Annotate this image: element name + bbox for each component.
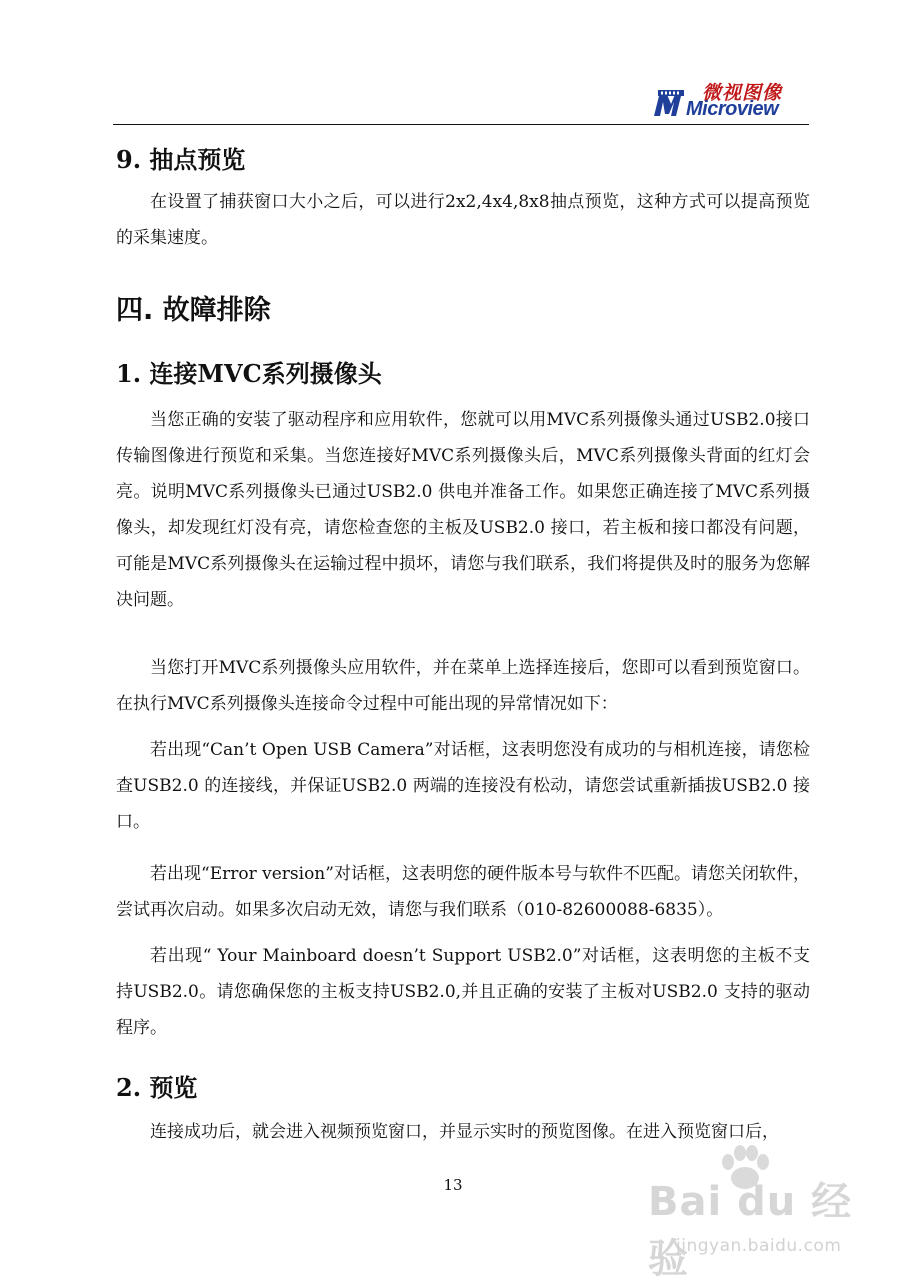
section-9-title: 9. 抽点预览 — [116, 145, 246, 174]
microview-logo-icon — [652, 88, 690, 118]
watermark-brand: Bai du 经验 — [648, 1179, 853, 1282]
logo-chinese-text: 微视图像 — [702, 82, 783, 104]
header-logo — [652, 78, 812, 122]
section-1-paragraph-2: 当您打开MVC系列摄像头应用软件，并在菜单上选择连接后，您即可以看到预览窗口。在执行MVC系列摄像头连接命令过程中可能出现的异常情况如下： — [116, 658, 810, 714]
logo-english-text: Microview — [686, 98, 779, 120]
section-1-paragraph-3: 若出现“Can’t Open USB Camera”对话框，这表明您没有成功的与相机连接，请您检查USB2.0 的连接线，并保证USB2.0 两端的连接没有松动，请您尝试重新插拔USB2.0 接口。 — [116, 740, 810, 832]
section-1-paragraph-5: 若出现“ Your Mainboard doesn’t Support USB2.0”对话框，这表明您的主板不支持USB2.0。请您确保您的主板支持USB2.0,并且正确的安装了主板对USB2.0 支持的驱动程序。 — [116, 946, 810, 1038]
section-1-paragraph-4: 若出现“Error version”对话框，这表明您的硬件版本号与软件不匹配。请您关闭软件，尝试再次启动。如果多次启动无效，请您与我们联系（010-82600088-6835）。 — [116, 864, 810, 920]
page-number: 13 — [443, 1176, 463, 1194]
section-2-paragraph: 连接成功后，就会进入视频预览窗口，并显示实时的预览图像。在进入预览窗口后， — [150, 1122, 779, 1142]
section-2-title: 2. 预览 — [116, 1073, 198, 1102]
baidu-jingyan-watermark — [648, 1140, 888, 1282]
chapter-4-title: 四. 故障排除 — [116, 295, 271, 326]
header-divider — [113, 124, 809, 125]
section-1-title: 1. 连接MVC系列摄像头 — [116, 359, 382, 388]
section-9-paragraph: 在设置了捕获窗口大小之后，可以进行2x2,4x4,8x8抽点预览，这种方式可以提高预览的采集速度。 — [116, 192, 810, 248]
section-1-paragraph-1: 当您正确的安装了驱动程序和应用软件，您就可以用MVC系列摄像头通过USB2.0接口传输图像进行预览和采集。当您连接好MVC系列摄像头后，MVC系列摄像头背面的红灯会亮。说明MVC系列摄像头已通过USB2.0 供电并准备工作。如果您正确连接了MVC系列摄像头，却发现红灯没有亮，请您检查您的主板及USB2.0 接口，若主板和接口都没有问题，可能是MVC系列摄像头在运输过程中损坏，请您与我们联系，我们将提供及时的服务为您解决问题。 — [116, 410, 810, 610]
watermark-url: jingyan.baidu.com — [676, 1236, 842, 1256]
